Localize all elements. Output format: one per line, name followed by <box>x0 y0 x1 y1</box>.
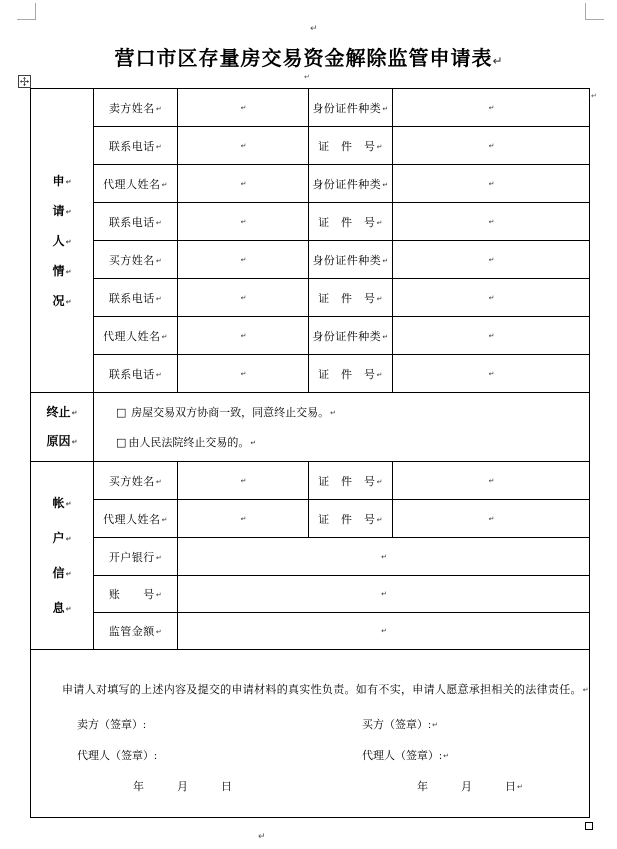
field-label-id-number: 证 件 号↵ <box>309 355 393 393</box>
cell-end-mark: ↵ <box>330 409 337 417</box>
table-row <box>31 89 590 127</box>
id-number-value-cell[interactable] <box>393 355 590 393</box>
cell-end-mark: ↵ <box>376 477 383 486</box>
cell-end-mark: ↵ <box>382 180 389 189</box>
buyer-signature-label: 买方（签章）:↵ <box>362 719 438 731</box>
cell-end-mark: ↵ <box>488 255 495 264</box>
cell-end-mark: ↵ <box>376 142 383 151</box>
table-resize-handle[interactable] <box>585 822 593 830</box>
cell-end-mark: ↵ <box>240 476 247 485</box>
checkbox-icon[interactable]: □ <box>116 406 127 419</box>
field-label-id-number: 证 件 号↵ <box>309 203 393 241</box>
cell-end-mark: ↵ <box>155 553 163 562</box>
cell-end-mark: ↵ <box>155 477 163 486</box>
cell-end-mark: ↵ <box>155 104 163 113</box>
cell-end-mark: ↵ <box>488 293 495 302</box>
field-label-id-type: 身份证件种类↵ <box>309 317 393 355</box>
cell-end-mark: ↵ <box>488 103 495 112</box>
field-label-id-type: 身份证件种类↵ <box>309 241 393 279</box>
field-label-phone: 联系电话↵ <box>94 203 178 241</box>
row-end-mark: ↵ <box>591 92 597 100</box>
checkbox-icon[interactable]: □ <box>116 436 127 449</box>
id-number-value-cell[interactable] <box>393 203 590 241</box>
margin-crop-mark-top-right <box>585 3 604 20</box>
cell-end-mark: ↵ <box>240 141 247 150</box>
cell-end-mark: ↵ <box>382 256 389 265</box>
cell-end-mark: ↵ <box>443 752 449 760</box>
supervised-amount-value-cell[interactable] <box>178 613 590 650</box>
cell-end-mark: ↵ <box>250 439 257 447</box>
margin-crop-mark-top-left <box>17 3 36 20</box>
field-label-phone: 联系电话↵ <box>94 279 178 317</box>
field-label-buyer-name: 买方姓名↵ <box>94 241 178 279</box>
cell-end-mark: ↵ <box>381 552 387 561</box>
cell-end-mark: ↵ <box>376 294 383 303</box>
cell-end-mark: ↵ <box>71 409 78 417</box>
seller-name-value-cell[interactable] <box>178 89 309 127</box>
date-line-right: 年 月 日↵ <box>417 781 523 793</box>
cell-end-mark: ↵ <box>432 721 438 729</box>
id-type-value-cell[interactable] <box>393 317 590 355</box>
cell-end-mark: ↵ <box>240 369 247 378</box>
table-row <box>31 462 590 500</box>
table-row <box>31 317 590 355</box>
field-label-id-type: 身份证件种类↵ <box>309 89 393 127</box>
application-form-table <box>30 88 590 818</box>
cell-end-mark: ↵ <box>376 370 383 379</box>
cell-end-mark: ↵ <box>155 370 163 379</box>
cell-end-mark: ↵ <box>488 476 495 485</box>
cell-end-mark: ↵ <box>488 331 495 340</box>
cell-end-mark: ↵ <box>155 142 163 151</box>
table-row <box>31 576 590 613</box>
cell-end-mark: ↵ <box>488 141 495 150</box>
table-row <box>31 241 590 279</box>
phone-value-cell[interactable] <box>178 127 309 165</box>
seller-signature-label: 卖方（签章）: <box>77 719 147 731</box>
agent-signature-label-left: 代理人（签章）: <box>77 750 158 762</box>
field-label-bank: 开户银行↵ <box>94 538 178 576</box>
cell-end-mark: ↵ <box>65 534 72 543</box>
buyer-name-value-cell[interactable] <box>178 241 309 279</box>
cell-end-mark: ↵ <box>65 207 72 216</box>
cell-end-mark: ↵ <box>488 179 495 188</box>
field-label-id-number: 证 件 号↵ <box>309 462 393 500</box>
cell-end-mark: ↵ <box>240 217 247 226</box>
id-type-value-cell[interactable] <box>393 165 590 203</box>
section-label-termination-reason: 终止↵ 原因↵ <box>31 393 94 462</box>
id-type-value-cell[interactable] <box>393 241 590 279</box>
page-title-text: 营口市区存量房交易资金解除监管申请表 <box>114 48 493 70</box>
cell-end-mark: ↵ <box>65 499 72 508</box>
cell-end-mark: ↵ <box>155 591 163 599</box>
field-label-id-number: 证 件 号↵ <box>309 500 393 538</box>
cell-end-mark: ↵ <box>382 332 389 341</box>
cell-end-mark: ↵ <box>155 218 163 227</box>
cell-end-mark: ↵ <box>582 686 589 694</box>
field-label-phone: 联系电话↵ <box>94 127 178 165</box>
cell-end-mark: ↵ <box>488 514 495 523</box>
cell-end-mark: ↵ <box>71 438 78 446</box>
cell-end-mark: ↵ <box>376 515 383 524</box>
field-label-buyer-name: 买方姓名↵ <box>94 462 178 500</box>
table-row <box>31 500 590 538</box>
cell-end-mark: ↵ <box>240 255 247 264</box>
cell-end-mark: ↵ <box>65 604 72 613</box>
cell-end-mark: ↵ <box>240 331 247 340</box>
declaration-cell <box>31 650 590 818</box>
cell-end-mark: ↵ <box>376 218 383 227</box>
agent-name-value-cell[interactable] <box>178 500 309 538</box>
table-row <box>31 279 590 317</box>
date-line-left: 年 月 日 <box>133 781 232 793</box>
cell-end-mark: ↵ <box>161 515 168 524</box>
table-row <box>31 203 590 241</box>
cell-end-mark: ↵ <box>65 267 72 276</box>
id-type-value-cell[interactable] <box>393 89 590 127</box>
cell-end-mark: ↵ <box>240 103 247 112</box>
bank-value-cell[interactable] <box>178 538 590 576</box>
cell-end-mark: ↵ <box>381 627 387 635</box>
phone-value-cell[interactable] <box>178 279 309 317</box>
cell-end-mark: ↵ <box>65 569 72 578</box>
id-number-value-cell[interactable] <box>393 500 590 538</box>
field-label-agent-name: 代理人姓名↵ <box>94 500 178 538</box>
cell-end-mark: ↵ <box>381 590 387 598</box>
termination-options-cell <box>94 393 590 462</box>
cell-end-mark: ↵ <box>382 104 389 113</box>
cell-end-mark: ↵ <box>161 180 168 189</box>
paragraph-mark: ↵ <box>258 832 266 842</box>
declaration-statement: 申请人对填写的上述内容及提交的申请材料的真实性负责。如有不实，申请人愿意承担相关的法律责任。↵ <box>62 684 589 696</box>
field-label-phone: 联系电话↵ <box>94 355 178 393</box>
id-number-value-cell[interactable] <box>393 127 590 165</box>
field-label-agent-name: 代理人姓名↵ <box>94 317 178 355</box>
field-label-id-number: 证 件 号↵ <box>309 127 393 165</box>
table-row <box>31 165 590 203</box>
cell-end-mark: ↵ <box>240 293 247 302</box>
section-label-account-info: 帐↵ 户↵ 信↵ 息↵ <box>31 462 94 650</box>
cell-end-mark: ↵ <box>488 369 495 378</box>
cell-end-mark: ↵ <box>65 237 72 246</box>
table-row <box>31 393 590 462</box>
field-label-seller-name: 卖方姓名↵ <box>94 89 178 127</box>
account-number-value-cell[interactable] <box>178 576 590 613</box>
page-title <box>0 42 617 71</box>
cell-end-mark: ↵ <box>155 628 163 636</box>
field-label-id-type: 身份证件种类↵ <box>309 165 393 203</box>
agent-name-value-cell[interactable] <box>178 317 309 355</box>
cell-end-mark: ↵ <box>240 514 247 523</box>
phone-value-cell[interactable] <box>178 203 309 241</box>
move-arrows-icon <box>20 77 29 86</box>
termination-option-court-order: □ 由人民法院终止交易的。↵ <box>116 436 257 449</box>
field-label-account-number: 账 号↵ <box>94 576 178 613</box>
cell-end-mark: ↵ <box>65 297 72 306</box>
buyer-name-value-cell[interactable] <box>178 462 309 500</box>
id-number-value-cell[interactable] <box>393 279 590 317</box>
field-label-agent-name: 代理人姓名↵ <box>94 165 178 203</box>
table-row <box>31 355 590 393</box>
paragraph-mark: ↵ <box>492 54 503 68</box>
table-row <box>31 127 590 165</box>
agent-name-value-cell[interactable] <box>178 165 309 203</box>
cell-end-mark: ↵ <box>155 256 163 265</box>
paragraph-mark: ↵ <box>304 73 310 81</box>
cell-end-mark: ↵ <box>65 177 72 186</box>
paragraph-mark: ↵ <box>310 24 318 34</box>
table-row <box>31 650 590 818</box>
cell-end-mark: ↵ <box>488 217 495 226</box>
table-move-handle[interactable] <box>18 75 31 88</box>
agent-signature-label-right: 代理人（签章）:↵ <box>362 750 449 762</box>
termination-option-mutual-agreement: □ 房屋交易双方协商一致，同意终止交易。↵ <box>116 406 337 419</box>
table-row <box>31 538 590 576</box>
cell-end-mark: ↵ <box>161 332 168 341</box>
cell-end-mark: ↵ <box>155 294 163 303</box>
table-row <box>31 613 590 650</box>
phone-value-cell[interactable] <box>178 355 309 393</box>
cell-end-mark: ↵ <box>517 783 523 791</box>
field-label-id-number: 证 件 号↵ <box>309 279 393 317</box>
id-number-value-cell[interactable] <box>393 462 590 500</box>
cell-end-mark: ↵ <box>240 179 247 188</box>
section-label-applicant: 申↵ 请↵ 人↵ 情↵ 况↵ <box>31 89 94 393</box>
field-label-supervised-amount: 监管金额↵ <box>94 613 178 650</box>
